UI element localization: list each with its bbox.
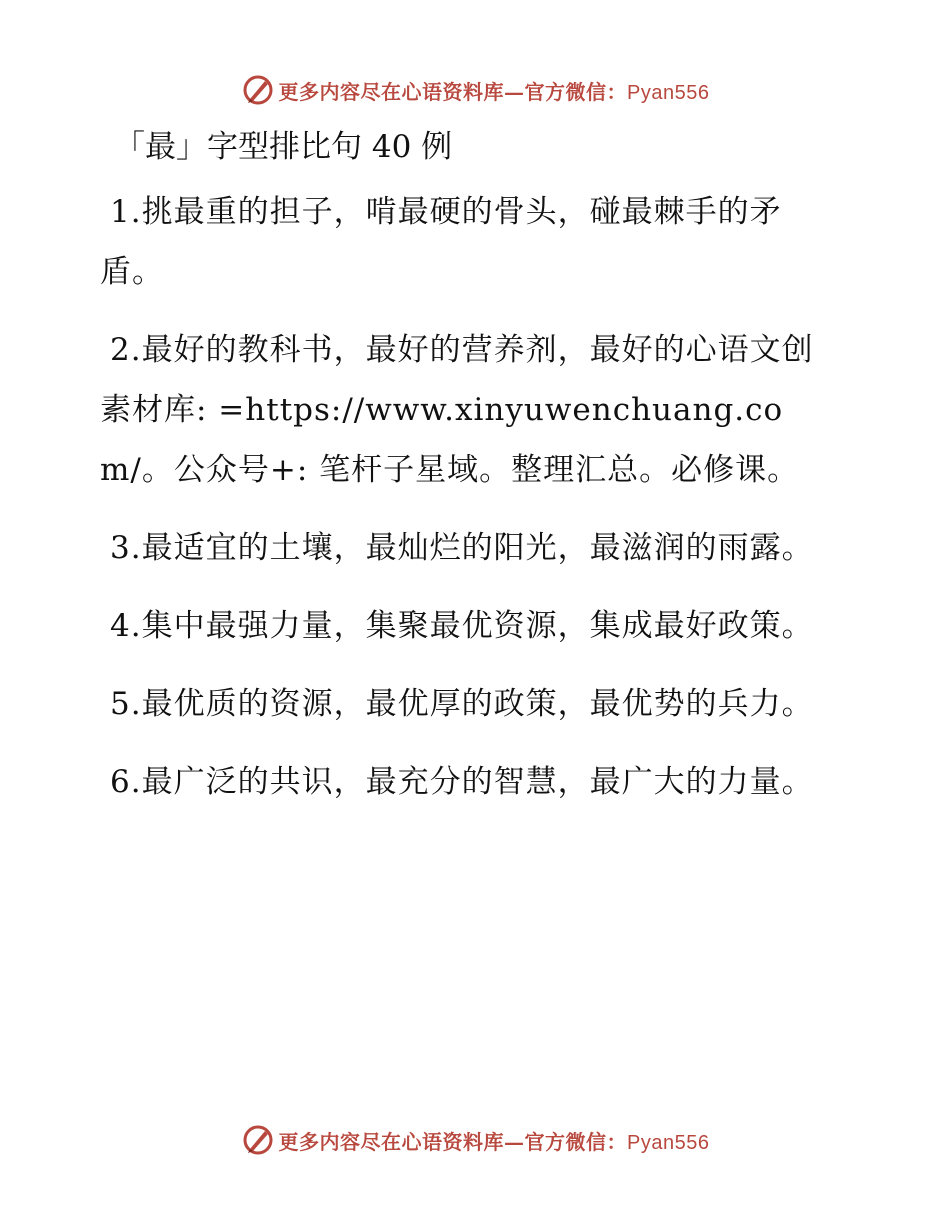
- watermark-text: 更多内容尽在心语资料库—官方微信：Pyan556: [278, 79, 710, 104]
- document-title: 「最」字型排比句 40 例: [114, 129, 453, 165]
- wechat-id: Pyan556: [627, 81, 710, 104]
- header-watermark-banner: [0, 70, 950, 110]
- list-item: 4.集中最强力量，集聚最优资源，集成最好政策。: [110, 608, 814, 644]
- list-item: 1.挑最重的担子，啃最硬的骨头，碰最棘手的矛盾。: [100, 194, 782, 290]
- wechat-id: Pyan556: [627, 1131, 710, 1154]
- list-item: 6.最广泛的共识，最充分的智慧，最广大的力量。: [110, 764, 814, 800]
- list-item: 3.最适宜的土壤，最灿烂的阳光，最滋润的雨露。: [110, 530, 814, 566]
- quill-pen-logo-icon: [241, 1123, 275, 1157]
- footer-watermark-banner: [0, 1120, 950, 1160]
- quill-pen-logo-icon: [241, 73, 275, 107]
- watermark-text: 更多内容尽在心语资料库—官方微信：Pyan556: [278, 1129, 710, 1154]
- list-item: 2.最好的教科书，最好的营养剂，最好的心语文创素材库: =https://www.xinyuwenchuang.com/。公众号+: 笔杆子星域。整理汇总。必修课。: [100, 332, 814, 488]
- list-item: 5.最优质的资源，最优厚的政策，最优势的兵力。: [110, 686, 814, 722]
- document-body: [100, 118, 840, 830]
